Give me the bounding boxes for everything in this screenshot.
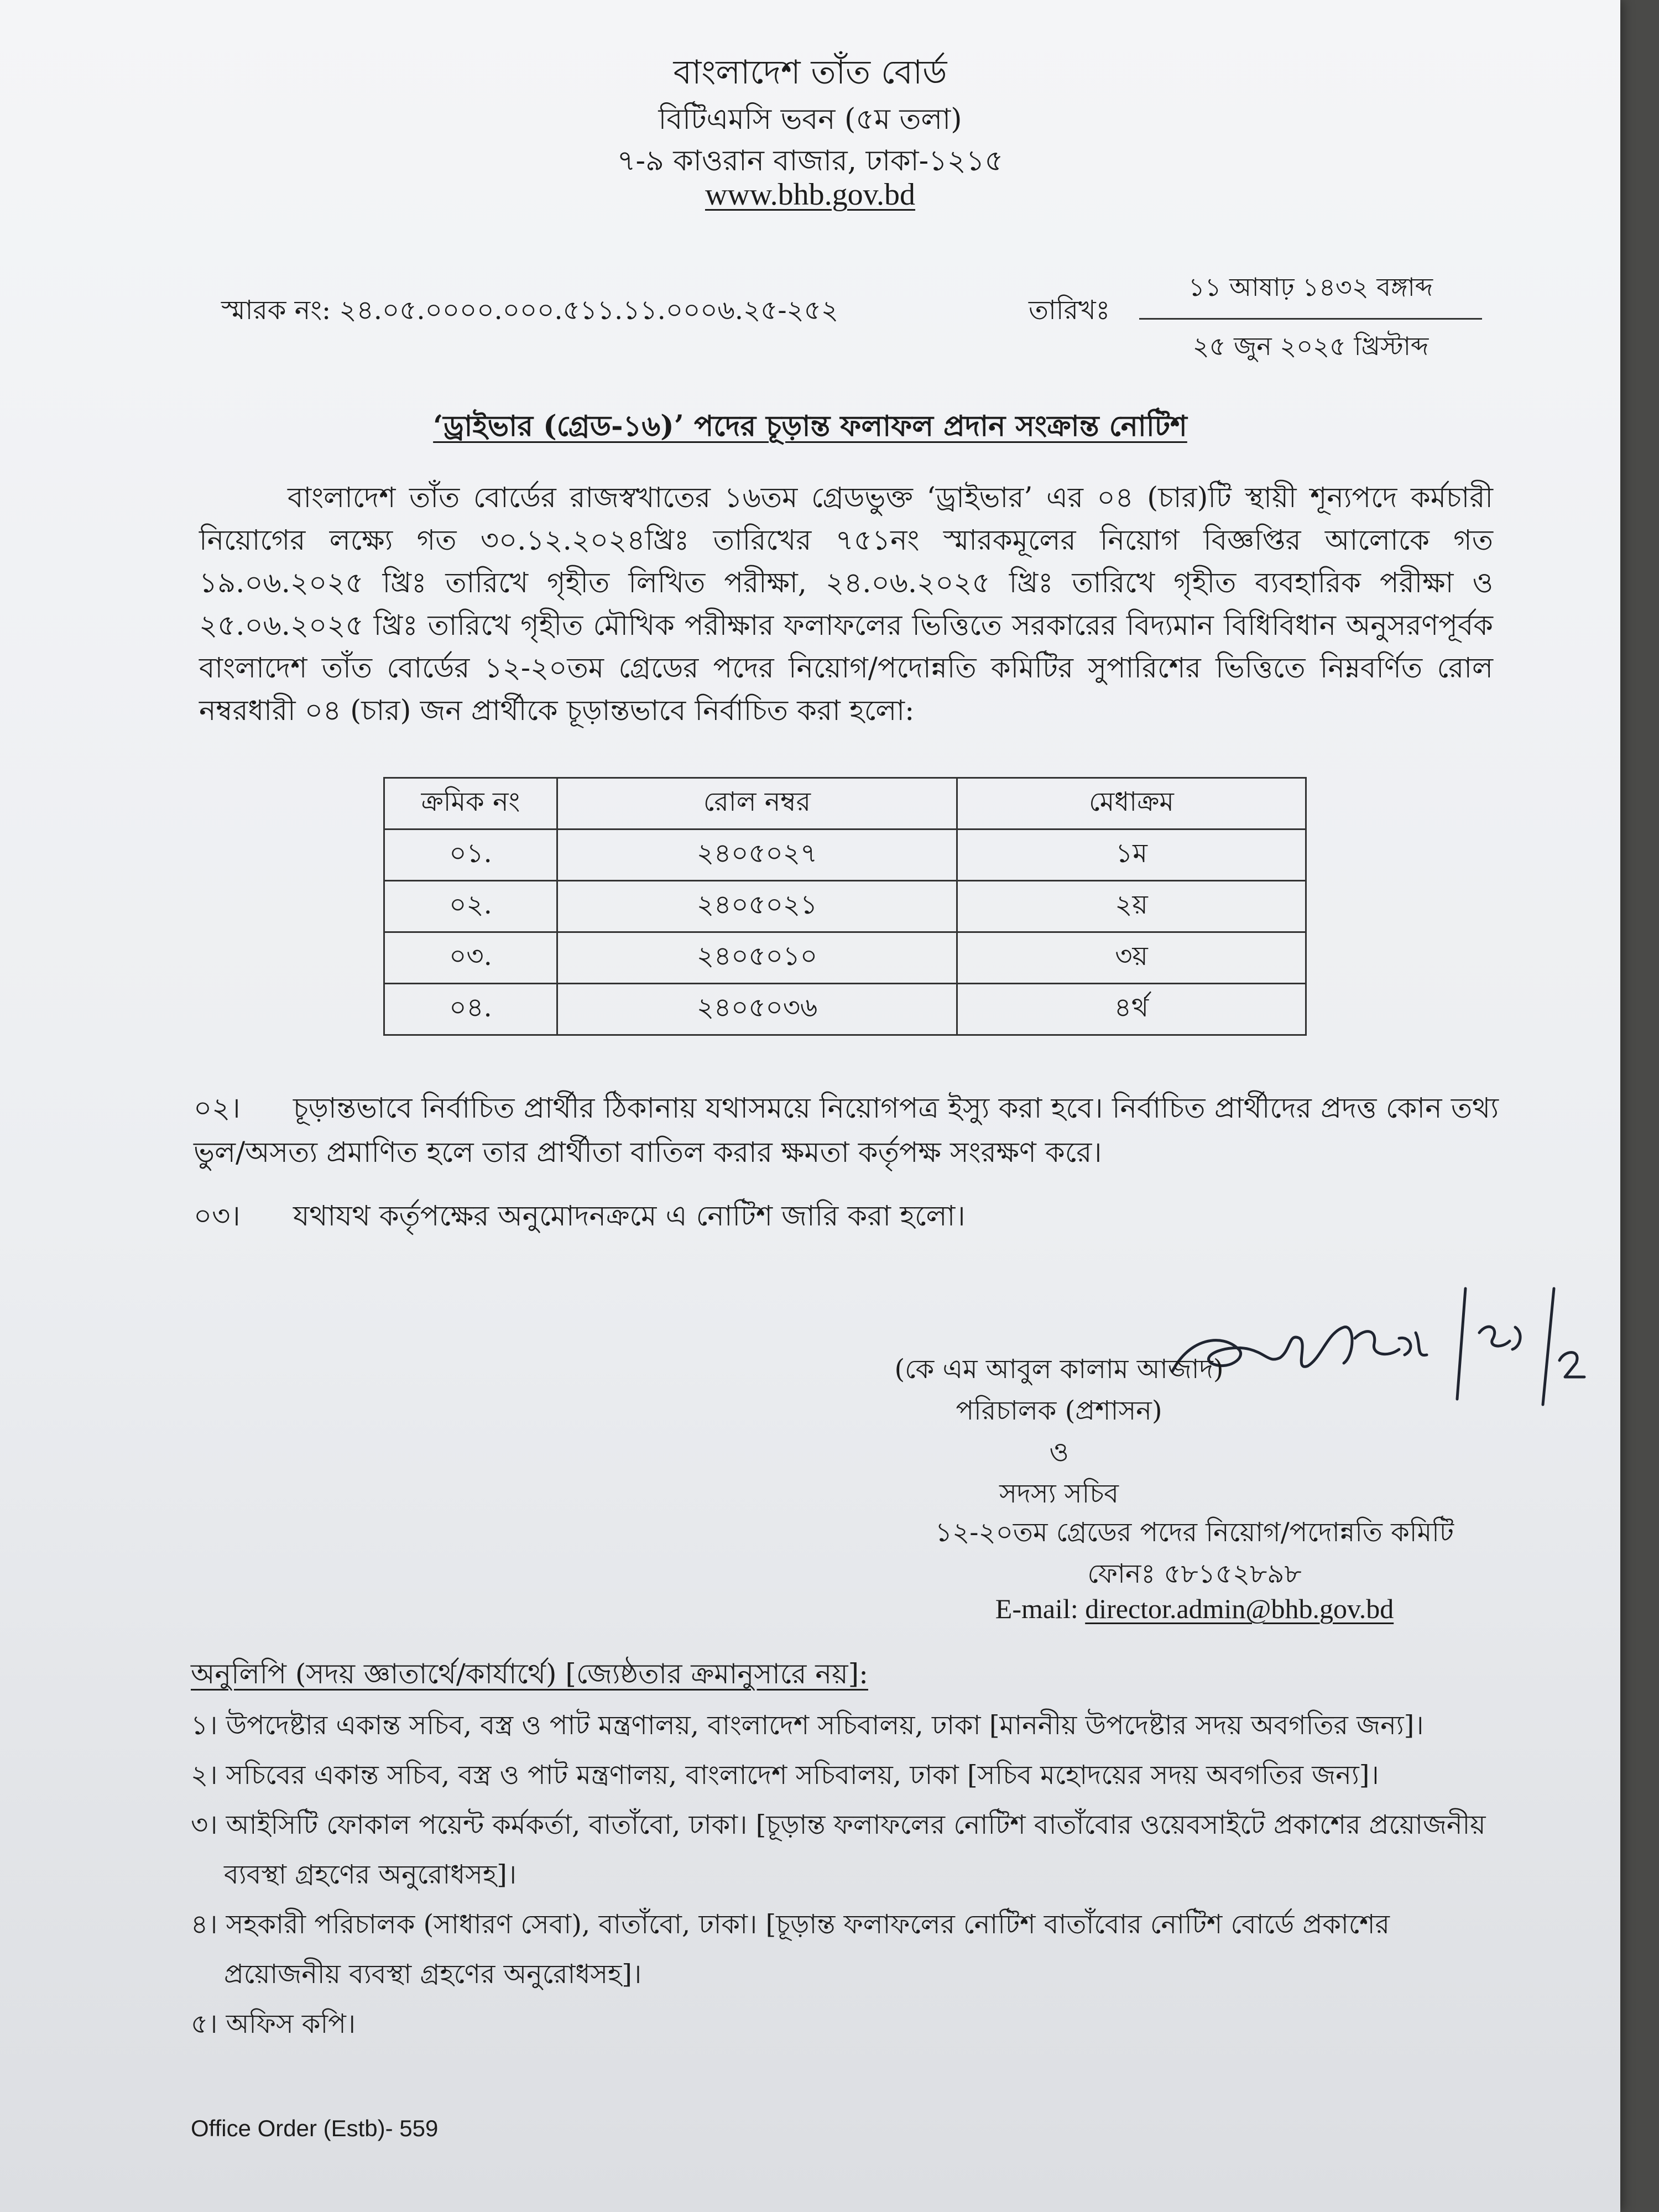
- table-cell-roll: ২৪০৫০২১: [557, 881, 957, 932]
- copy-heading: অনুলিপি (সদয় জ্ঞাতার্থে/কার্যার্থে) [জ্যেষ্ঠতার ক্রমানুসারে নয়]:: [191, 1658, 868, 1690]
- signatory-phone: ফোনঃ ৫৮১৫২৮৯৮: [1087, 1558, 1302, 1589]
- date-bangla: ১১ আষাঢ় ১৪৩২ বঙ্গাব্দ: [1139, 268, 1482, 320]
- result-table: [383, 777, 1307, 1036]
- date-label: তারিখঃ: [1029, 295, 1110, 326]
- table-header-merit: মেধাক্রম: [957, 778, 1306, 830]
- table-row: [384, 830, 1306, 881]
- signatory-designation: পরিচালক (প্রশাসন): [956, 1395, 1162, 1426]
- table-header-row: [384, 778, 1306, 830]
- clause-text: চূড়ান্তভাবে নির্বাচিত প্রার্থীর ঠিকানায় যথাসময়ে নিয়োগপত্র ইস্যু করা হবে। নির্বাচিত প্রার্থীদের প্রদত্ত কোন তথ্য ভুল/অসত্য প্রমাণিত হলে তার প্রার্থীতা বাতিল করার ক্ষমতা কর্তৃপক্ষ সংরক্ষণ করে।: [194, 1092, 1499, 1169]
- table-cell-serial: ০২.: [384, 881, 557, 932]
- memo-number: স্মারক নং: ২৪.০৫.০০০০.০০০.৫১১.১১.০০০৬.২৫-২৫২: [221, 295, 839, 326]
- table-cell-merit: ১ম: [957, 830, 1306, 881]
- signatory-committee: ১২-২০তম গ্রেডের পদের নিয়োগ/পদোন্নতি কমিটি: [935, 1517, 1454, 1548]
- table-header-roll: রোল নম্বর: [557, 778, 957, 830]
- list-item: ৩। আইসিটি ফোকাল পয়েন্ট কর্মকর্তা, বাতাঁবো, ঢাকা। [চূড়ান্ত ফলাফলের নোটিশ বাতাঁবোর ওয়েবসাইটে প্রকাশের প্রয়োজনীয় ব্যবস্থা গ্রহণের অনুরোধসহ]।: [191, 1809, 1486, 1890]
- table-cell-merit: ৪র্থ: [957, 984, 1306, 1035]
- table-cell-roll: ২৪০৫০১০: [557, 932, 957, 984]
- org-name: বাংলাদেশ তাঁত বোর্ড: [673, 53, 947, 92]
- copy-heading-container: [191, 1653, 868, 1699]
- table-cell-merit: ২য়: [957, 881, 1306, 932]
- signatory-name: (কে এম আবুল কালাম আজাদ): [894, 1354, 1224, 1385]
- table-cell-serial: ০৪.: [384, 984, 557, 1035]
- table-row: [384, 984, 1306, 1035]
- date-english: ২৫ জুন ২০২৫ খ্রিস্টাব্দ: [1192, 331, 1429, 361]
- body-paragraph: বাংলাদেশ তাঁত বোর্ডের রাজস্বখাতের ১৬তম গ্রেডভুক্ত ‘ড্রাইভার’ এর ০৪ (চার)টি স্থায়ী শূন্যপদে কর্মচারী নিয়োগের লক্ষ্যে গত ৩০.১২.২০২৪খ্রিঃ তারিখের ৭৫১নং স্মারকমূলের নিয়োগ বিজ্ঞপ্তির আলোকে গত ১৯.০৬.২০২৫ খ্রিঃ তারিখে গৃহীত লিখিত পরীক্ষা, ২৪.০৬.২০২৫ খ্রিঃ তারিখে গৃহীত ব্যবহারিক পরীক্ষা ও ২৫.০৬.২০২৫ খ্রিঃ তারিখে গৃহীত মৌখিক পরীক্ষার ফলাফলের ভিত্তিতে সরকারের বিদ্যমান বিধিবিধান অনুসরণপূর্বক বাংলাদেশ তাঁত বোর্ডের ১২-২০তম গ্রেডের পদের নিয়োগ/পদোন্নতি কমিটির সুপারিশের ভিত্তিতে নিম্নবর্ণিত রোল নম্বরধারী ০৪ (চার) জন প্রার্থীকে চূড়ান্তভাবে নির্বাচিত করা হলো:: [199, 482, 1493, 727]
- copy-list: [191, 1700, 1507, 2049]
- clause-number: ০২।: [194, 1092, 241, 1125]
- table-cell-merit: ৩য়: [957, 932, 1306, 984]
- signatory-conjunction: ও: [1049, 1437, 1069, 1468]
- list-item: ৫। অফিস কপি।: [191, 2008, 356, 2039]
- signatory-email-line: [874, 1593, 1515, 1625]
- table-cell-serial: ০৩.: [384, 932, 557, 984]
- email-link[interactable]: director.admin@bhb.gov.bd: [1085, 1593, 1394, 1624]
- clause-02: [194, 1087, 1499, 1175]
- email-label: E-mail:: [995, 1593, 1078, 1624]
- table-row: [384, 881, 1306, 932]
- table-header-serial: ক্রমিক নং: [384, 778, 557, 830]
- office-order-footer: Office Order (Estb)- 559: [191, 2115, 439, 2141]
- date-box: [1139, 268, 1482, 369]
- list-item: ২। সচিবের একান্ত সচিব, বস্ত্র ও পাট মন্ত্রণালয়, বাংলাদেশ সচিবালয়, ঢাকা [সচিব মহোদয়ের সদয় অবগতির জন্য]।: [191, 1760, 1379, 1791]
- clause-03: [194, 1194, 1499, 1239]
- org-building: বিটিএমসি ভবন (৫ম তলা): [658, 103, 962, 136]
- subject-title: ‘ড্রাইভার (গ্রেড-১৬)’ পদের চূড়ান্ত ফলাফল প্রদান সংক্রান্ত নোটিশ: [433, 409, 1187, 443]
- org-address: ৭-৯ কাওরান বাজার, ঢাকা-১২১৫: [617, 144, 1004, 178]
- list-item: ১। উপদেষ্টার একান্ত সচিব, বস্ত্র ও পাট মন্ত্রণালয়, বাংলাদেশ সচিবালয়, ঢাকা [মাননীয় উপদেষ্টার সদয় অবগতির জন্য]।: [191, 1710, 1424, 1741]
- clause-number: ০৩।: [194, 1200, 241, 1233]
- org-website-container: [0, 177, 1620, 212]
- table-cell-serial: ০১.: [384, 830, 557, 881]
- org-website-link[interactable]: www.bhb.gov.bd: [705, 178, 916, 212]
- signatory-role: সদস্য সচিব: [999, 1478, 1119, 1509]
- clause-text: যথাযথ কর্তৃপক্ষের অনুমোদনক্রমে এ নোটিশ জারি করা হলো।: [293, 1200, 966, 1233]
- list-item: ৪। সহকারী পরিচালক (সাধারণ সেবা), বাতাঁবো, ঢাকা। [চূড়ান্ত ফলাফলের নোটিশ বাতাঁবোর নোটিশ বোর্ডে প্রকাশের প্রয়োজনীয় ব্যবস্থা গ্রহণের অনুরোধসহ]।: [191, 1909, 1390, 1990]
- table-cell-roll: ২৪০৫০২৭: [557, 830, 957, 881]
- table-row: [384, 932, 1306, 984]
- subject-container: [0, 404, 1620, 452]
- table-cell-roll: ২৪০৫০৩৬: [557, 984, 957, 1035]
